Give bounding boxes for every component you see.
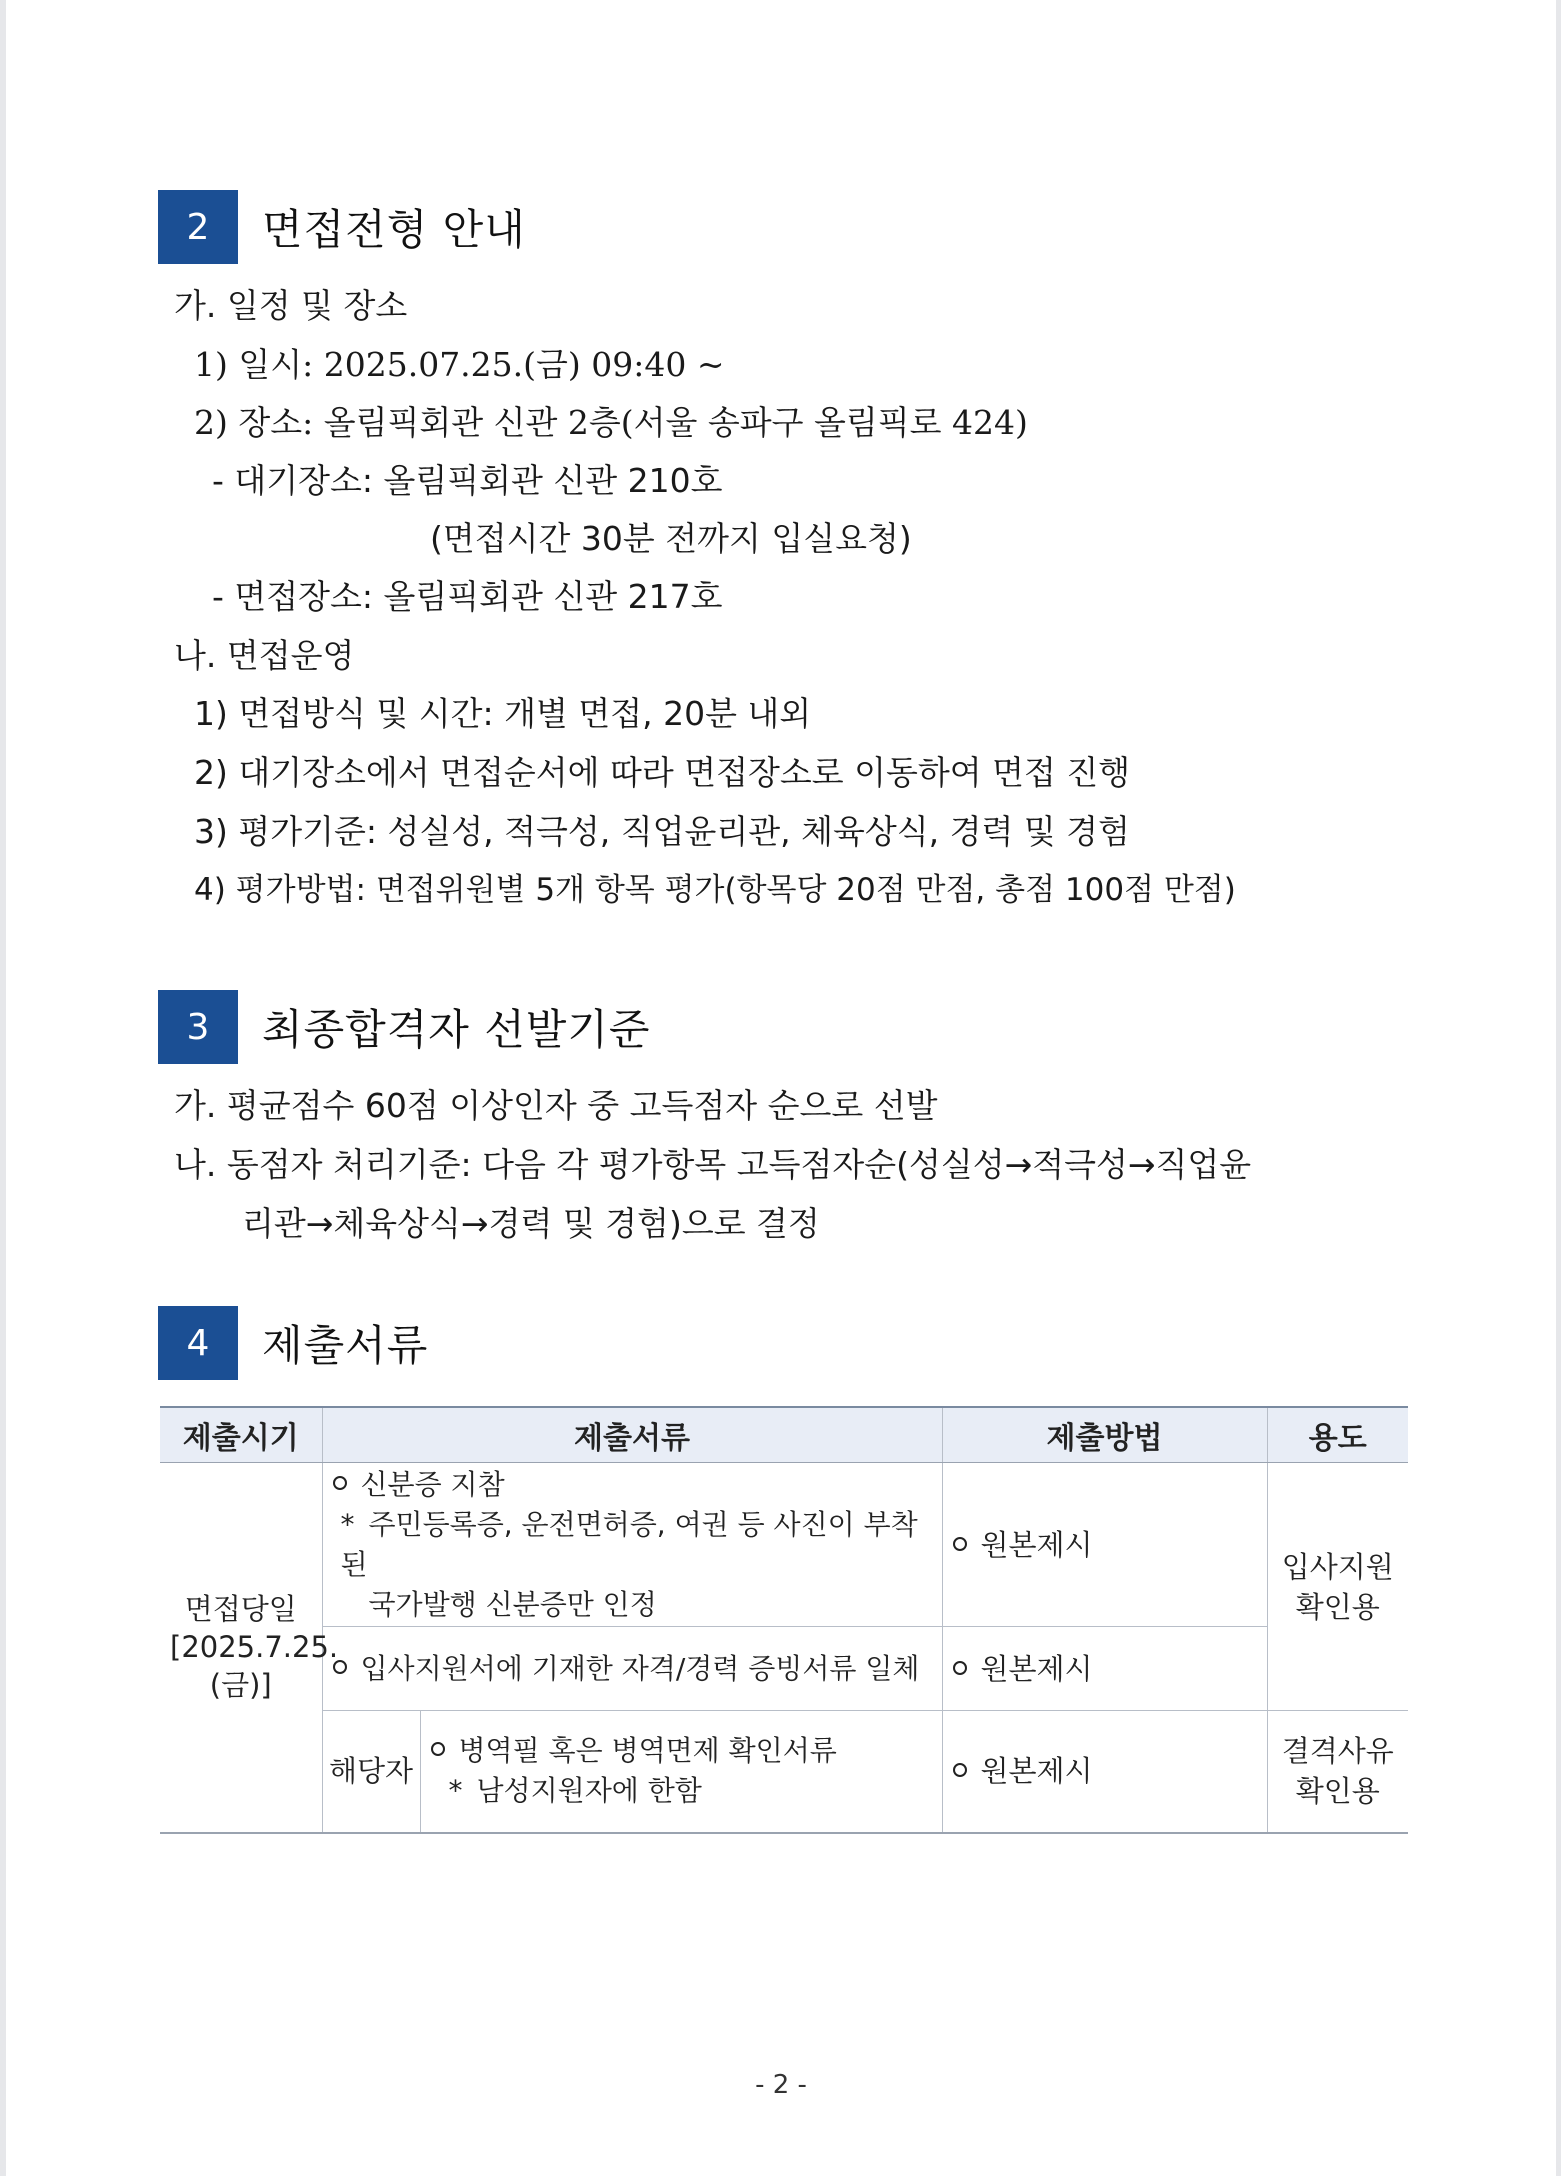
header-timing: 제출시기	[160, 1407, 322, 1463]
section-2-title: 면접전형 안내	[262, 205, 526, 254]
section-2-number: 2	[158, 190, 238, 264]
timing-line-1: 면접당일	[184, 1592, 297, 1627]
header-purpose: 용도	[1267, 1407, 1408, 1463]
purpose-cell-1	[1267, 1463, 1408, 1711]
operation-item-1: 1) 면접방식 및 시간: 개별 면접, 20분 내외	[194, 694, 812, 733]
bullet-circle-icon	[953, 1537, 967, 1551]
section-4-number: 4	[158, 1306, 238, 1380]
doc-id-card: 신분증 지참	[360, 1467, 505, 1501]
method-2: 원본제시	[980, 1651, 1093, 1686]
applicable-label: 해당자	[328, 1754, 414, 1789]
asterisk-icon: *	[340, 1507, 355, 1541]
method-cell-1	[942, 1463, 1267, 1627]
header-documents: 제출서류	[322, 1407, 942, 1463]
bullet-circle-icon	[953, 1763, 967, 1777]
doc-certificates-cell	[322, 1627, 942, 1711]
method-cell-2	[942, 1627, 1267, 1711]
bullet-circle-icon	[431, 1742, 445, 1756]
purpose-2-line-2: 확인용	[1295, 1774, 1380, 1809]
operation-item-3: 3) 평가기준: 성실성, 적극성, 직업윤리관, 체육상식, 경력 및 경험	[194, 812, 1130, 851]
id-card-note-line-2: 국가발행 신분증만 인정	[368, 1587, 657, 1621]
timing-cell	[160, 1463, 339, 1833]
table-row	[160, 1711, 1408, 1833]
operation-heading: 나. 면접운영	[174, 636, 355, 675]
waiting-room-note: (면접시간 30분 전까지 입실요청)	[430, 519, 912, 558]
method-cell-3	[942, 1711, 1267, 1833]
bullet-circle-icon	[333, 1476, 347, 1490]
table-row	[160, 1627, 1408, 1711]
schedule-heading: 가. 일정 및 장소	[174, 286, 408, 325]
tie-break-line-2: 리관→체육상식→경력 및 경험)으로 결정	[242, 1204, 820, 1243]
doc-certificates: 입사지원서에 기재한 자격/경력 증빙서류 일체	[360, 1651, 920, 1685]
operation-item-4: 4) 평가방법: 면접위원별 5개 항목 평가(항목당 20점 만점, 총점 100점 만점)	[194, 872, 1236, 908]
doc-military: 병역필 혹은 병역면제 확인서류	[458, 1734, 837, 1768]
table-row	[160, 1463, 1408, 1627]
section-4-title: 제출서류	[262, 1321, 429, 1370]
doc-id-card-cell	[322, 1463, 942, 1627]
table-header-row	[160, 1407, 1408, 1463]
section-3-header	[158, 990, 651, 1064]
purpose-2-line-1: 결격사유	[1281, 1734, 1394, 1769]
section-3-title: 최종합격자 선발기준	[262, 1005, 651, 1054]
timing-line-3: (금)]	[209, 1668, 272, 1703]
purpose-1-line-2: 확인용	[1295, 1589, 1380, 1624]
purpose-1-line-1: 입사지원	[1281, 1549, 1394, 1584]
military-note: 남성지원자에 한함	[476, 1774, 702, 1808]
schedule-datetime: 1) 일시: 2025.07.25.(금) 09:40 ~	[194, 345, 725, 384]
asterisk-icon: *	[448, 1774, 463, 1808]
id-card-note-line-1: 주민등록증, 운전면허증, 여권 등 사진이 부착된	[340, 1507, 918, 1581]
bullet-circle-icon	[953, 1661, 967, 1675]
purpose-cell-2	[1267, 1711, 1408, 1833]
schedule-location: 2) 장소: 올림픽회관 신관 2층(서울 송파구 올림픽로 424)	[194, 403, 1028, 442]
timing-line-2: [2025.7.25.	[170, 1630, 339, 1665]
section-2-header	[158, 190, 526, 264]
method-1: 원본제시	[980, 1527, 1093, 1562]
page-number: - 2 -	[755, 2070, 807, 2100]
tie-break-line-1: 나. 동점자 처리기준: 다음 각 평가항목 고득점자순(성실성→적극성→직업윤	[174, 1145, 1252, 1184]
selection-criteria-a: 가. 평균점수 60점 이상인자 중 고득점자 순으로 선발	[174, 1086, 938, 1125]
operation-item-2: 2) 대기장소에서 면접순서에 따라 면접장소로 이동하여 면접 진행	[194, 753, 1131, 792]
header-method: 제출방법	[942, 1407, 1267, 1463]
doc-military-cell	[420, 1711, 942, 1833]
bullet-circle-icon	[333, 1660, 347, 1674]
section-4-header	[158, 1306, 428, 1380]
applicable-cell	[322, 1711, 420, 1833]
section-3-number: 3	[158, 990, 238, 1064]
documents-table	[160, 1406, 1408, 1834]
waiting-room: - 대기장소: 올림픽회관 신관 210호	[212, 461, 723, 500]
method-3: 원본제시	[980, 1754, 1093, 1789]
interview-room: - 면접장소: 올림픽회관 신관 217호	[212, 577, 723, 616]
document-page	[6, 0, 1556, 2176]
